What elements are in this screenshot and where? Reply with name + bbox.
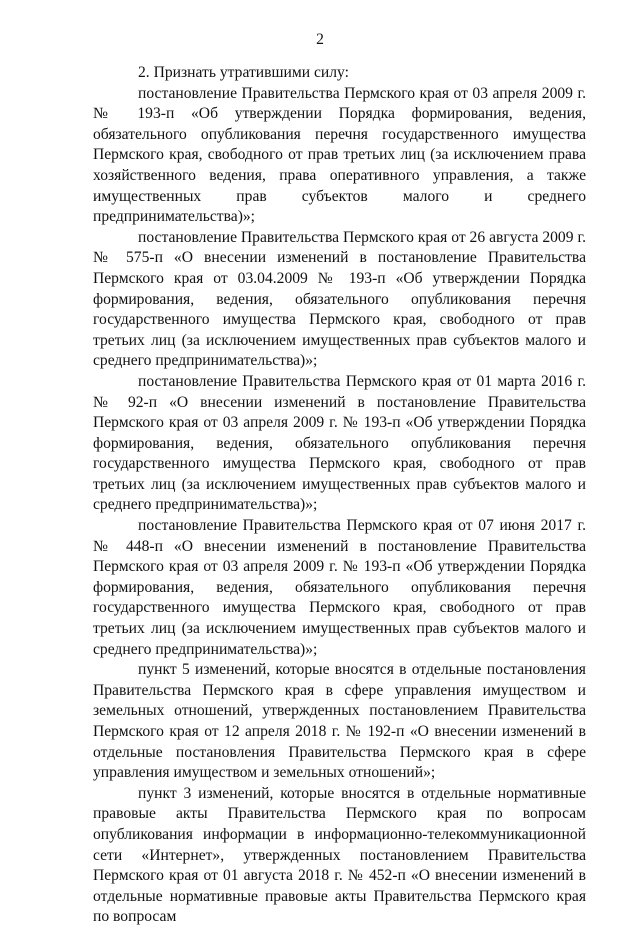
repealed-act-paragraph-2: постановление Правительства Пермского края от 26 августа 2009 г. № 575-п «О внесении изменений в постановление Правительства Пермского края от 03.04.2009 № 193-п «Об утверждении Порядка формирования, ведения, обязательного опубликования перечня государственного имущества Пермского края, свободного от прав третьих лиц (за исключением имущественных прав субъектов малого и среднего предпринимательства)»; xyxy=(93,228,586,370)
document-body xyxy=(93,63,586,928)
page-number: 2 xyxy=(316,31,324,48)
repealed-act-paragraph-5: пункт 5 изменений, которые вносятся в отдельные постановления Правительства Пермского края в сфере управления имуществом и земельных отношений, утвержденных постановлением Правительства Пермского края от 12 апреля 2018 г. № 192-п «О внесении изменений в отдельные постановления Правительства Пермского края в сфере управления имуществом и земельных отношений»; xyxy=(93,661,586,782)
repealed-act-paragraph-4: постановление Правительства Пермского края от 07 июня 2017 г. № 448-п «О внесении изменений в постановление Правительства Пермского края от 03 апреля 2009 г. № 193-п «Об утверждении Порядка формирования, ведения, обязательного опубликования перечня государственного имущества Пермского края, свободного от прав третьих лиц (за исключением имущественных прав субъектов малого и среднего предпринимательства)»; xyxy=(93,517,586,658)
repealed-act-paragraph-3: постановление Правительства Пермского края от 01 марта 2016 г. № 92-п «О внесении изменений в постановление Правительства Пермского края от 03 апреля 2009 г. № 193-п «Об утверждении Порядка формирования, ведения, обязательного опубликования перечня государственного имущества Пермского края, свободного от прав третьих лиц (за исключением имущественных прав субъектов малого и среднего предпринимательства)»; xyxy=(93,372,586,514)
repealed-act-paragraph-1: постановление Правительства Пермского края от 03 апреля 2009 г. № 193-п «Об утверждении Порядка формирования, ведения, обязательного опубликования перечня государственного имущества Пермского края, свободного от прав третьих лиц (за исключением права хозяйственного ведения, права оперативного управления, а также имущественных прав субъектов малого и среднего предпринимательства)»; xyxy=(93,84,586,226)
repealed-act-paragraph-6: пункт 3 изменений, которые вносятся в отдельные нормативные правовые акты Правительства Пермского края по вопросам опубликования информации в информационно-телекоммуникационной сети «Интернет», утвержденных постановлением Правительства Пермского края от 01 августа 2018 г. № 452-п «О внесении изменений в отдельные нормативные правовые акты Правительства Пермского края по вопросам xyxy=(93,784,586,926)
section-heading: 2. Признать утратившими силу: xyxy=(138,64,349,81)
